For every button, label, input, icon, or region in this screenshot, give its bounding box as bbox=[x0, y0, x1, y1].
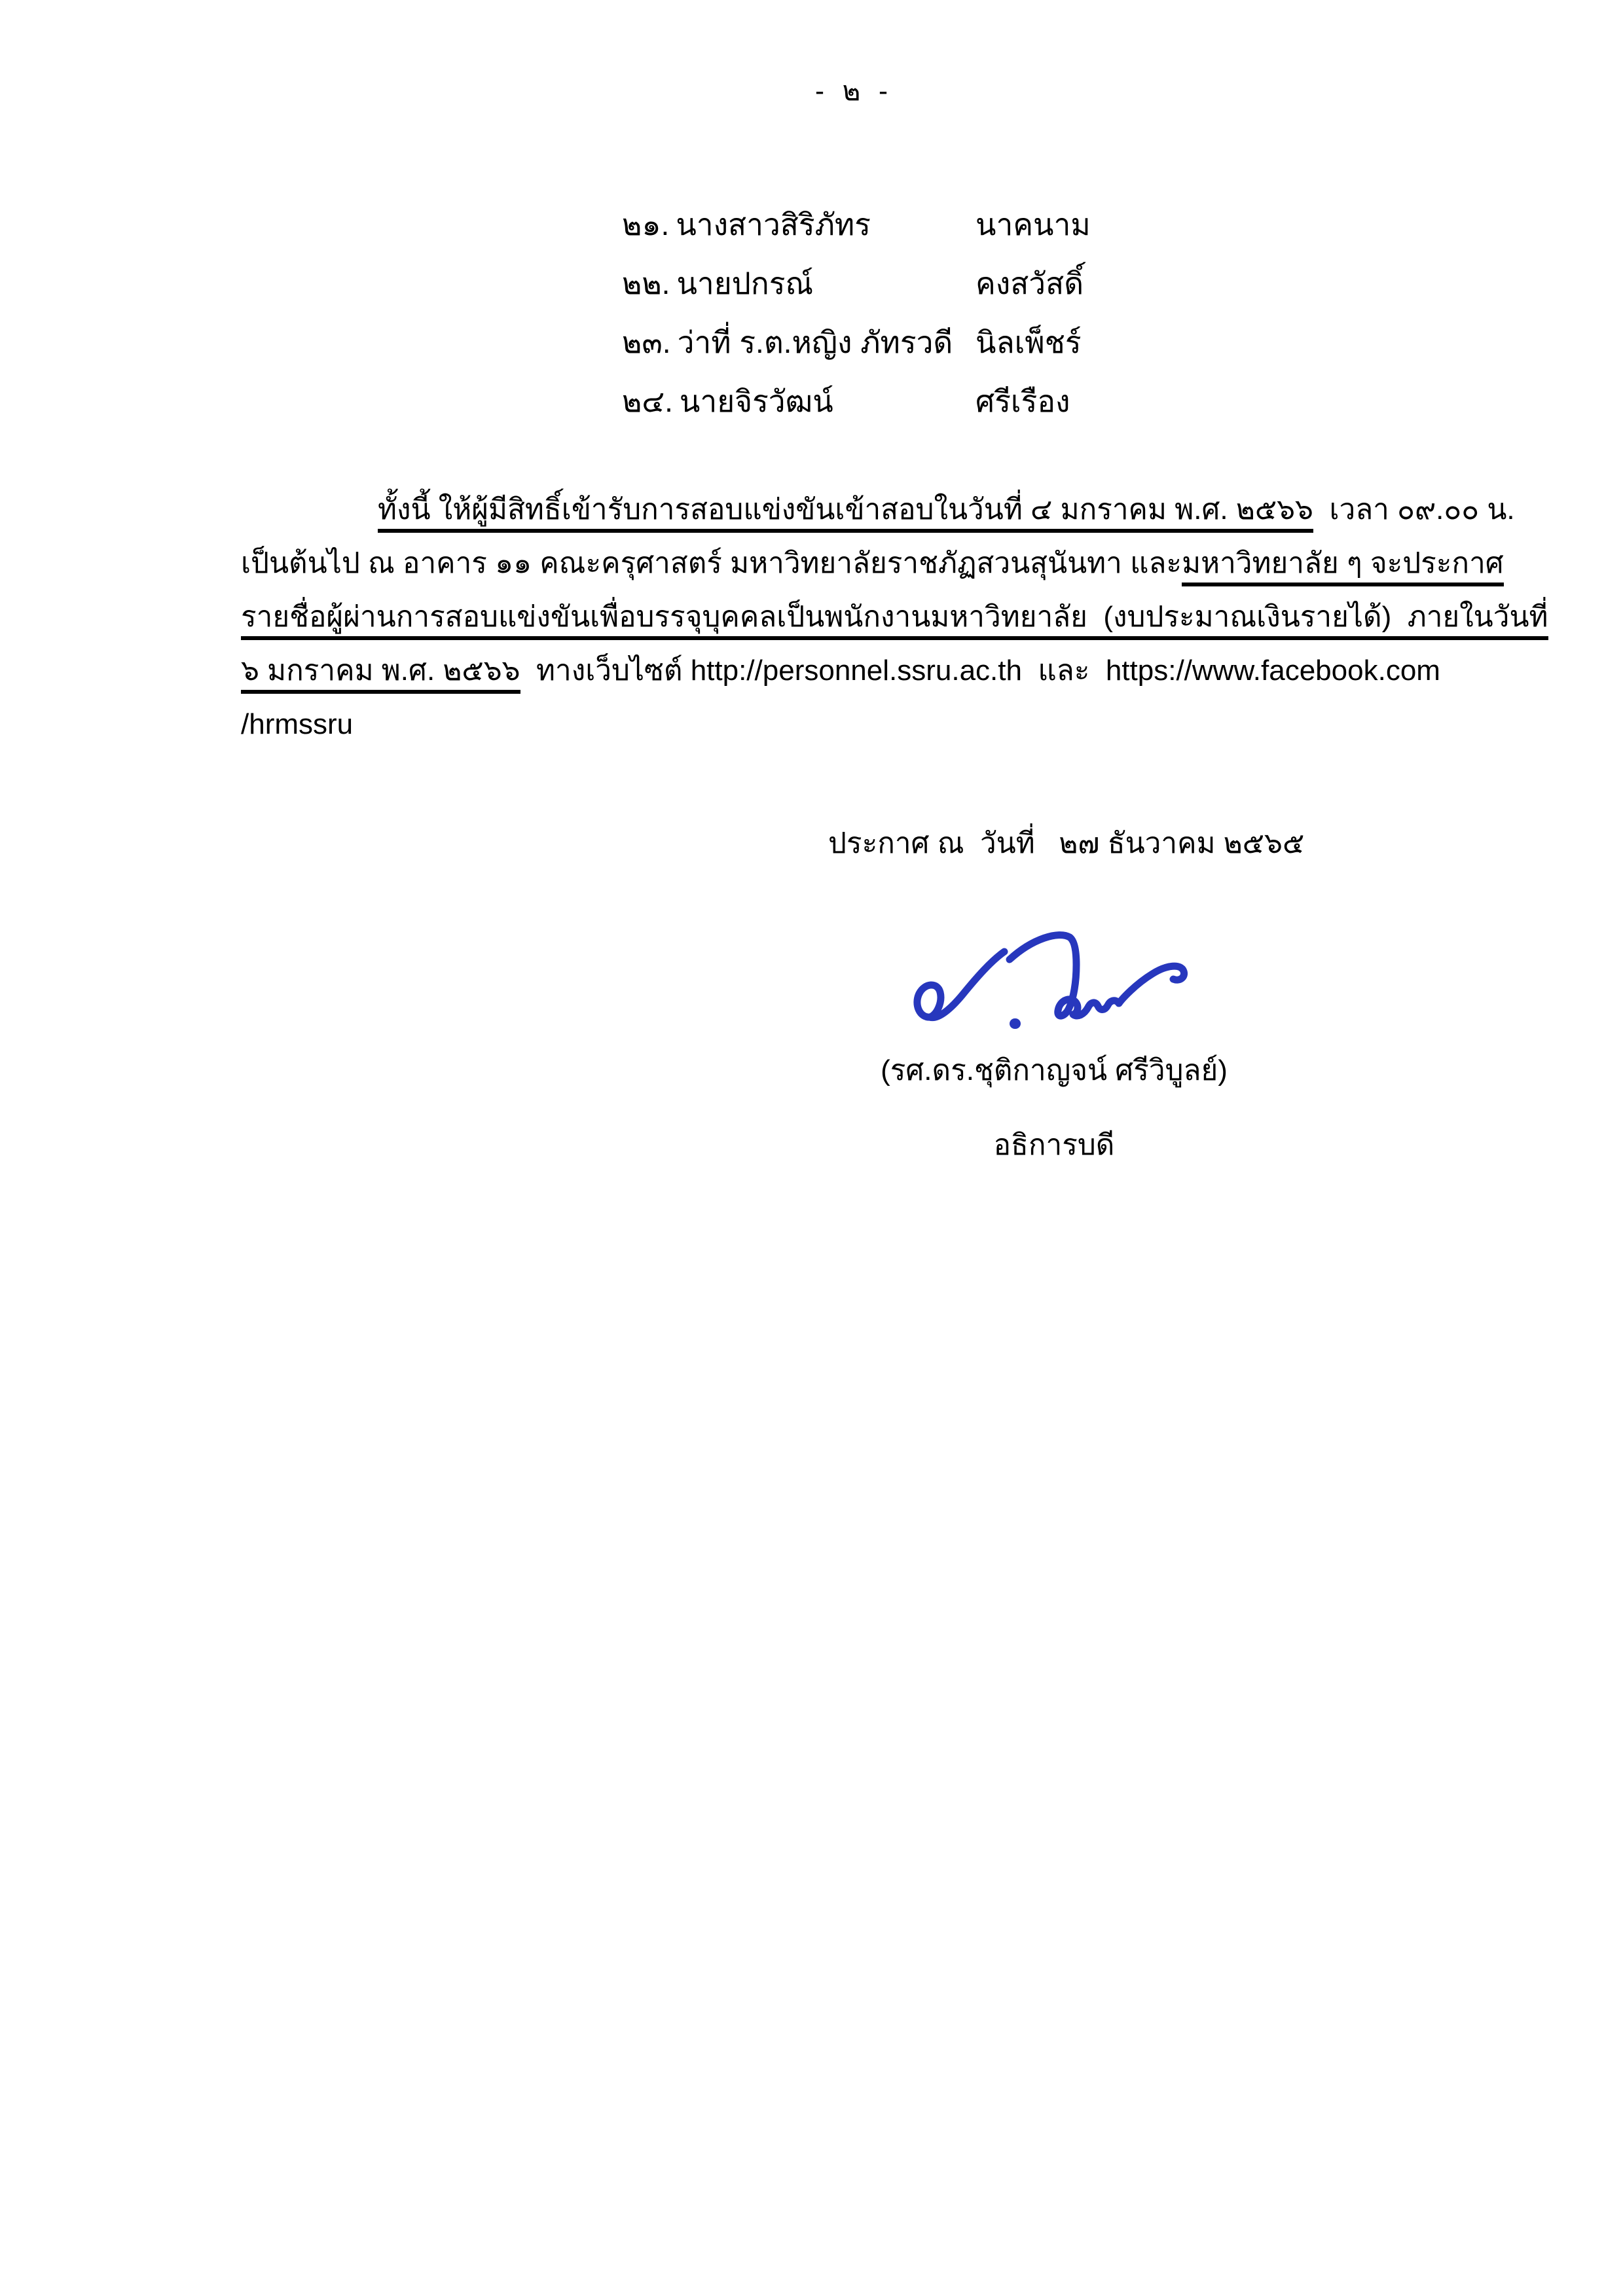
item-given-name: นางสาวสิริภัทร bbox=[676, 207, 871, 242]
item-number: ๒๒. bbox=[622, 266, 670, 300]
item-number: ๒๔. bbox=[622, 384, 673, 418]
page-number: - ๒ - bbox=[815, 75, 893, 106]
signature-image bbox=[911, 914, 1213, 1048]
paragraph-line bbox=[241, 483, 1515, 537]
body-paragraph bbox=[241, 483, 1548, 751]
signer-title: อธิการบดี bbox=[993, 1129, 1115, 1161]
paragraph-line bbox=[241, 537, 1511, 590]
candidate-list bbox=[622, 195, 1091, 431]
paragraph-line bbox=[241, 590, 1548, 644]
underlined-text: ๖ มกราคม พ.ศ. ๒๕๖๖ bbox=[241, 655, 520, 694]
list-item bbox=[622, 372, 1070, 431]
item-surname: นาคนาม bbox=[976, 207, 1091, 242]
underlined-text: ทั้งนี้ ให้ผู้มีสิทธิ์เข้ารับการสอบแข่งขันเข้าสอบในวันที่ ๔ มกราคม พ.ศ. ๒๕๖๖ bbox=[378, 493, 1313, 533]
plain-text: ทางเว็บไซต์ http://personnel.ssru.ac.th และ https://www.facebook.com bbox=[520, 655, 1440, 687]
item-given-name: ว่าที่ ร.ต.หญิง ภัทรวดี bbox=[677, 325, 953, 359]
signature-stroke-first-glyph bbox=[917, 952, 1004, 1018]
list-item bbox=[622, 254, 1084, 313]
item-surname: คงสวัสดิ์ bbox=[976, 266, 1084, 300]
underlined-text: รายชื่อผู้ผ่านการสอบแข่งขันเพื่อบรรจุบุคคลเป็นพนักงานมหาวิทยาลัย (งบประมาณเงินรายได้) ภายในวันที่ bbox=[241, 601, 1548, 640]
item-number: ๒๑. bbox=[622, 207, 670, 242]
item-number: ๒๓. bbox=[622, 325, 671, 359]
plain-text: เวลา ๐๙.๐๐ น. bbox=[1313, 493, 1515, 526]
plain-text: เป็นต้นไป ณ อาคาร ๑๑ คณะครุศาสตร์ มหาวิทยาลัยราชภัฏสวนสุนันทา และ bbox=[241, 547, 1182, 579]
signature-strokes bbox=[917, 935, 1184, 1024]
paragraph-line bbox=[241, 644, 1511, 698]
item-given-name: นายปกรณ์ bbox=[676, 266, 814, 300]
announcement-date-line: ประกาศ ณ วันที่ ๒๗ ธันวาคม ๒๕๖๕ bbox=[828, 827, 1305, 859]
signer-name: (รศ.ดร.ชุติกาญจน์ ศรีวิบูลย์) bbox=[881, 1054, 1228, 1086]
paragraph-line bbox=[241, 698, 1511, 751]
item-surname: นิลเพ็ชร์ bbox=[976, 325, 1082, 359]
signature-stroke-second-glyph bbox=[1010, 935, 1184, 1016]
list-item bbox=[622, 195, 1091, 254]
list-item bbox=[622, 313, 1082, 372]
plain-text: /hrmssru bbox=[241, 708, 354, 740]
underlined-text: มหาวิทยาลัย ๆ จะประกาศ bbox=[1182, 547, 1504, 586]
item-surname: ศรีเรือง bbox=[976, 384, 1070, 418]
item-given-name: นายจิรวัฒน์ bbox=[679, 384, 833, 418]
